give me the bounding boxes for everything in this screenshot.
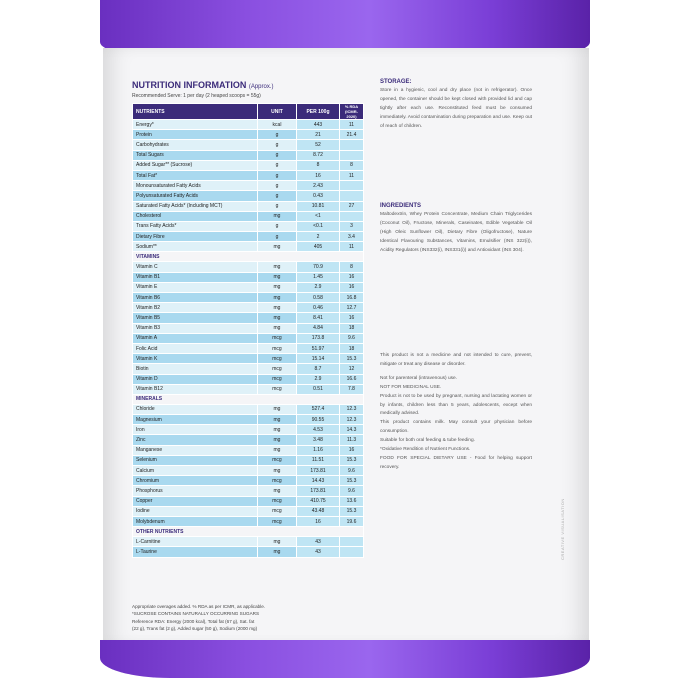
cell-per100: 90.55: [297, 415, 340, 425]
table-row: [133, 333, 364, 343]
cell-unit: mg: [258, 293, 297, 303]
cell-name: Saturated Fatty Acids* (Including MCT): [133, 201, 258, 211]
table-row: [133, 547, 364, 557]
cell-unit: g: [258, 201, 297, 211]
cell-rda: 27: [340, 201, 364, 211]
cell-per100: 43: [297, 547, 340, 557]
cell-unit: g: [258, 130, 297, 140]
table-row: [133, 537, 364, 547]
cell-rda: 16.6: [340, 374, 364, 384]
table-row: [133, 170, 364, 180]
table-row: [133, 435, 364, 445]
cell-rda: 21.4: [340, 130, 364, 140]
cell-unit: mg: [258, 262, 297, 272]
cell-rda: 16: [340, 445, 364, 455]
cell-name: Chromium: [133, 476, 258, 486]
table-row: [133, 181, 364, 191]
cell-rda: 18: [340, 323, 364, 333]
cell-unit: kcal: [258, 120, 297, 130]
cell-per100: 1.16: [297, 445, 340, 455]
table-row: [133, 466, 364, 476]
can-lid-bottom: [100, 640, 590, 678]
storage-heading: STORAGE:: [380, 79, 412, 85]
cell-name: Iron: [133, 425, 258, 435]
cell-rda: 3.4: [340, 232, 364, 242]
cell-per100: 15.14: [297, 354, 340, 364]
table-row: [133, 354, 364, 364]
table-row: [133, 476, 364, 486]
cell-name: Vitamin E: [133, 282, 258, 292]
cell-name: Iodine: [133, 506, 258, 516]
cell-per100: 410.75: [297, 496, 340, 506]
storage-text: Store in a hygienic, cool and dry place (not in refrigerator). Once opened, the container should be kept closed with provided lid and cap tightly after each use. Reconstituted feed must be consumed immediately. Avoid contamination during preparation and use. Keep out of reach of children.: [380, 87, 532, 129]
cell-name: Vitamin A: [133, 333, 258, 343]
table-row: [133, 506, 364, 516]
header-nutrients: NUTRIENTS: [133, 104, 258, 120]
cell-per100: 173.81: [297, 466, 340, 476]
cell-name: Vitamin B1: [133, 272, 258, 282]
cell-per100: 11.51: [297, 455, 340, 465]
table-section-header: [133, 252, 364, 262]
nutrition-title: NUTRITION INFORMATION (Approx.): [132, 80, 274, 90]
cell-unit: g: [258, 150, 297, 160]
cell-name: Total Sugars: [133, 150, 258, 160]
cell-rda: 14.3: [340, 425, 364, 435]
table-row: [133, 232, 364, 242]
table-row: [133, 160, 364, 170]
cell-rda: 16: [340, 272, 364, 282]
cell-unit: mg: [258, 537, 297, 547]
cell-unit: mcg: [258, 455, 297, 465]
cell-unit: mg: [258, 282, 297, 292]
note-item: *Oxidative Rendition of Nutrient Functions.: [380, 447, 471, 453]
cell-unit: mcg: [258, 364, 297, 374]
cell-per100: 4.84: [297, 323, 340, 333]
table-row: [133, 455, 364, 465]
cell-name: Manganese: [133, 445, 258, 455]
cell-name: Folic Acid: [133, 343, 258, 353]
cell-per100: 405: [297, 242, 340, 252]
footnote-line: (22 g), Trans fat (2 g), Added sugar (50 g), Sodium (2000 mg): [132, 626, 258, 632]
cell-rda: 18: [340, 343, 364, 353]
cell-rda: 12.7: [340, 303, 364, 313]
cell-unit: g: [258, 160, 297, 170]
table-row: [133, 323, 364, 333]
note-item: NOT FOR MEDICINAL USE.: [380, 384, 442, 390]
cell-rda: 16.8: [340, 293, 364, 303]
footnote-line: *SUCROSE CONTAINS NATURALLY OCCURRING SUGARS: [132, 611, 260, 617]
cell-unit: mg: [258, 272, 297, 282]
cell-name: L-Carnitine: [133, 537, 258, 547]
table-row: [133, 516, 364, 526]
cell-unit: mg: [258, 415, 297, 425]
cell-name: Calcium: [133, 466, 258, 476]
table-row: [133, 303, 364, 313]
cell-per100: 527.4: [297, 404, 340, 414]
cell-name: Copper: [133, 496, 258, 506]
cell-name: Trans Fatty Acids*: [133, 221, 258, 231]
table-row: [133, 293, 364, 303]
cell-per100: 443: [297, 120, 340, 130]
cell-per100: 16: [297, 170, 340, 180]
header-unit: UNIT: [258, 104, 297, 120]
cell-per100: 52: [297, 140, 340, 150]
cell-name: Total Fat*: [133, 170, 258, 180]
note-item: Suitable for both oral feeding & tube feeding.: [380, 438, 475, 444]
ingredients-text: Maltodextrin, Whey Protein Concentrate, Medium Chain Triglycerides (Coconut Oil), Fructose, Minerals, Caseinates, Edible Vegetable Oil (High Oleic Sunflower Oil), Dietary Fibre (Oligofructose), Nature Identical Flavouring Substances, Vitamins, Emulsifier (INS 322(i)), Acidity Regulators (INS332(i), INS331(i)) and Antioxidant (INS 304).: [380, 211, 532, 253]
cell-name: Dietary Fibre: [133, 232, 258, 242]
cell-unit: mg: [258, 435, 297, 445]
cell-name: Vitamin B6: [133, 293, 258, 303]
cell-per100: 43.48: [297, 506, 340, 516]
cell-rda: [340, 150, 364, 160]
cell-rda: 3: [340, 221, 364, 231]
cell-name: Chloride: [133, 404, 258, 414]
cell-rda: 7.8: [340, 384, 364, 394]
table-row: [133, 364, 364, 374]
cell-rda: [340, 211, 364, 221]
cell-rda: 8: [340, 262, 364, 272]
cell-name: Molybdenum: [133, 516, 258, 526]
cell-name: Vitamin B5: [133, 313, 258, 323]
table-row: [133, 313, 364, 323]
cell-rda: 12.3: [340, 404, 364, 414]
table-row: [133, 120, 364, 130]
cell-unit: mcg: [258, 384, 297, 394]
cell-rda: 15.3: [340, 455, 364, 465]
side-vertical-text: CREATIVE VISUALISATION: [560, 498, 565, 560]
notes-section: [380, 352, 532, 473]
cell-per100: 14.43: [297, 476, 340, 486]
table-row: [133, 140, 364, 150]
cell-name: Protein: [133, 130, 258, 140]
cell-unit: mcg: [258, 354, 297, 364]
cell-rda: 9.6: [340, 466, 364, 476]
cell-name: Vitamin B2: [133, 303, 258, 313]
cell-per100: 1.45: [297, 272, 340, 282]
cell-per100: 21: [297, 130, 340, 140]
cell-name: Vitamin B3: [133, 323, 258, 333]
cell-name: Carbohydrates: [133, 140, 258, 150]
table-row: [133, 445, 364, 455]
cell-unit: mg: [258, 313, 297, 323]
table-row: [133, 374, 364, 384]
cell-per100: 2.9: [297, 282, 340, 292]
cell-unit: mcg: [258, 476, 297, 486]
cell-rda: [340, 140, 364, 150]
cell-rda: 11: [340, 242, 364, 252]
cell-rda: 16: [340, 313, 364, 323]
section-label: VITAMINS: [133, 252, 364, 262]
cell-unit: mg: [258, 242, 297, 252]
nutrition-table: [132, 103, 364, 558]
cell-rda: 13.6: [340, 496, 364, 506]
cell-unit: mg: [258, 425, 297, 435]
table-row: [133, 415, 364, 425]
cell-name: Vitamin B12: [133, 384, 258, 394]
cell-per100: 10.81: [297, 201, 340, 211]
cell-rda: 12.3: [340, 415, 364, 425]
cell-unit: mcg: [258, 343, 297, 353]
cell-unit: g: [258, 221, 297, 231]
cell-unit: mcg: [258, 496, 297, 506]
cell-per100: 8.7: [297, 364, 340, 374]
cell-per100: <1: [297, 211, 340, 221]
table-row: [133, 384, 364, 394]
cell-rda: 15.3: [340, 354, 364, 364]
cell-per100: <0.1: [297, 221, 340, 231]
nutrition-footnotes: [132, 603, 368, 633]
header-per-100g: PER 100g: [297, 104, 340, 120]
cell-unit: mg: [258, 445, 297, 455]
cell-unit: mg: [258, 303, 297, 313]
cell-per100: 2.43: [297, 181, 340, 191]
cell-rda: 19.6: [340, 516, 364, 526]
cell-per100: 0.43: [297, 191, 340, 201]
table-row: [133, 150, 364, 160]
cell-rda: 12: [340, 364, 364, 374]
cell-rda: 9.6: [340, 333, 364, 343]
cell-unit: mg: [258, 547, 297, 557]
cell-per100: 70.9: [297, 262, 340, 272]
note-item: This product contains milk. May consult your physician before consumption.: [380, 420, 532, 435]
cell-name: Zinc: [133, 435, 258, 445]
note-item: Not for parenteral (intravenous) use.: [380, 375, 458, 381]
cell-unit: mcg: [258, 516, 297, 526]
cell-rda: 11: [340, 120, 364, 130]
cell-rda: [340, 181, 364, 191]
note-item: Product is not to be used by pregnant, nursing and lactating women or by infants, children less than 5 years, adolescents, except when medically advised.: [380, 393, 532, 417]
cell-per100: 43: [297, 537, 340, 547]
table-row: [133, 404, 364, 414]
table-row: [133, 211, 364, 221]
nutrition-subtitle: Recommended Serve: 1 per day (2 heaped scoops = 55g): [132, 93, 261, 99]
cell-name: Phosphorus: [133, 486, 258, 496]
cell-unit: mcg: [258, 333, 297, 343]
cell-name: Cholesterol: [133, 211, 258, 221]
cell-rda: 11.3: [340, 435, 364, 445]
cell-unit: mcg: [258, 374, 297, 384]
cell-per100: 16: [297, 516, 340, 526]
cell-rda: [340, 191, 364, 201]
cell-name: Biotin: [133, 364, 258, 374]
cell-name: Energy*: [133, 120, 258, 130]
cell-unit: g: [258, 232, 297, 242]
table-row: [133, 130, 364, 140]
cell-rda: [340, 547, 364, 557]
ingredients-section: [380, 202, 532, 255]
cell-unit: mg: [258, 323, 297, 333]
cell-per100: 8.72: [297, 150, 340, 160]
table-row: [133, 343, 364, 353]
cell-rda: 11: [340, 170, 364, 180]
cell-name: Sodium**: [133, 242, 258, 252]
cell-name: Polyunsaturated Fatty Acids: [133, 191, 258, 201]
cell-rda: 9.6: [340, 486, 364, 496]
cell-name: Vitamin C: [133, 262, 258, 272]
cell-rda: 15.3: [340, 476, 364, 486]
cell-per100: 0.51: [297, 384, 340, 394]
storage-section: [380, 78, 532, 131]
cell-unit: mg: [258, 211, 297, 221]
section-label: OTHER NUTRIENTS: [133, 527, 364, 537]
cell-rda: 16: [340, 282, 364, 292]
cell-name: Vitamin K: [133, 354, 258, 364]
cell-rda: [340, 537, 364, 547]
table-row: [133, 272, 364, 282]
footnote-line: Appropriate overages added. % RDA as per ICMR, as applicable.: [132, 604, 266, 609]
cell-unit: mcg: [258, 506, 297, 516]
cell-per100: 173.8: [297, 333, 340, 343]
table-row: [133, 221, 364, 231]
note-item: This product is not a medicine and not intended to cure, prevent, mitigate or treat any disease or disorder.: [380, 353, 532, 367]
cell-name: Magnesium: [133, 415, 258, 425]
cell-unit: g: [258, 191, 297, 201]
cell-per100: 2: [297, 232, 340, 242]
table-row: [133, 486, 364, 496]
cell-per100: 2.9: [297, 374, 340, 384]
cell-rda: 15.3: [340, 506, 364, 516]
cell-unit: mg: [258, 466, 297, 476]
cell-per100: 4.53: [297, 425, 340, 435]
cell-name: Selenium: [133, 455, 258, 465]
table-row: [133, 282, 364, 292]
cell-name: Added Sugar** (Sucrose): [133, 160, 258, 170]
ingredients-heading: INGREDIENTS: [380, 203, 422, 209]
cell-per100: 8: [297, 160, 340, 170]
cell-unit: mg: [258, 404, 297, 414]
cell-per100: 0.58: [297, 293, 340, 303]
cell-unit: mg: [258, 486, 297, 496]
cell-name: L-Taurine: [133, 547, 258, 557]
cell-unit: g: [258, 170, 297, 180]
footnote-line: Reference RDA: Energy (2000 kcal), Total fat (67 g), Sat. fat: [132, 618, 255, 624]
table-row: [133, 496, 364, 506]
cell-name: Monounsaturated Fatty Acids: [133, 181, 258, 191]
table-row: [133, 242, 364, 252]
table-row: [133, 201, 364, 211]
table-row: [133, 425, 364, 435]
cell-per100: 0.46: [297, 303, 340, 313]
cell-rda: 8: [340, 160, 364, 170]
cell-unit: g: [258, 181, 297, 191]
note-item: FOOD FOR SPECIAL DIETARY USE - Food for helping support recovery.: [380, 455, 532, 470]
cell-per100: 51.97: [297, 343, 340, 353]
table-row: [133, 262, 364, 272]
table-section-header: [133, 394, 364, 404]
cell-per100: 3.48: [297, 435, 340, 445]
cell-unit: g: [258, 140, 297, 150]
table-row: [133, 191, 364, 201]
cell-name: Vitamin D: [133, 374, 258, 384]
cell-per100: 173.81: [297, 486, 340, 496]
cell-per100: 8.41: [297, 313, 340, 323]
table-section-header: [133, 527, 364, 537]
header-rda: % RDA (ICMR-2020): [340, 104, 364, 120]
section-label: MINERALS: [133, 394, 364, 404]
